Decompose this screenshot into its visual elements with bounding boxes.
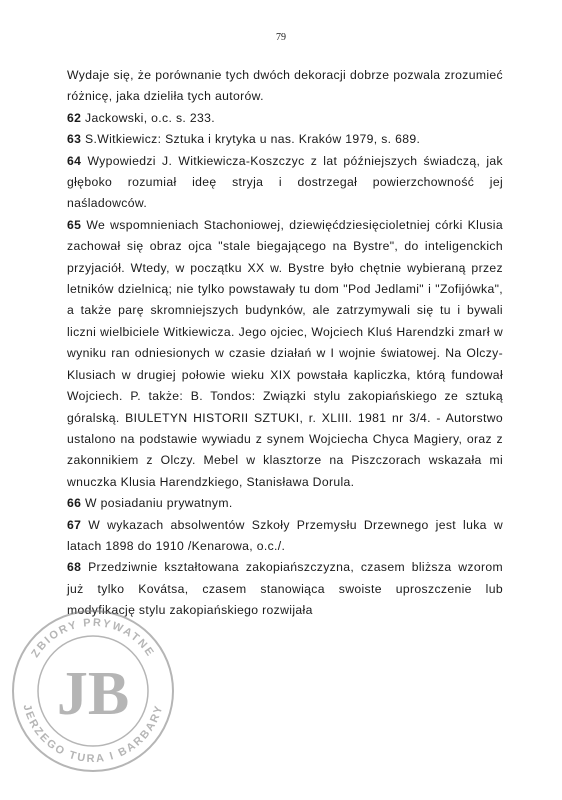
footnote-text: Przedziwnie kształtowana zakopiańszczyzna, czasem bliższa wzorom już tylko Kovátsa, czasem stanowiąca swoiste uproszczenie lub modyfikację stylu zakopiańskiego rozwijała	[67, 560, 503, 618]
footnote-text: W posiadaniu prywatnym.	[85, 496, 233, 511]
footnote-number: 68	[67, 560, 82, 575]
footnote-text: We wspomnieniach Stachoniowej, dziewięćdziesięcioletniej córki Klusia zachował się obraz ojca "stale biegającego na Bystre", do inteligenckich przyjaciół. Wtedy, w początku XX w. Bystre było chętnie wybieraną przez letników dzielnicą; nie tylko powstawały tu dom "Pod Jedlami" i "Zofijówka", a także parę skromniejszych budynków, ale zatrzymywali się tu i bywali liczni wielbiciele Witkiewicza. Jego ojciec, Wojciech Kluś Harendzki zmarł w wyniku ran odniesionych w czasie działań w I wojnie światowej. Na Olczy-Klusiach w drugiej połowie wieku XIX powstała kapliczka, którą fundował Wojciech. P. także: B. Tondos: Związki stylu zakopiańskiego ze sztuką góralską. BIULETYN HISTORII SZTUKI, r. XLIII. 1981 nr 3/4. - Autorstwo ustalono na podstawie wywiadu z synem Wojciecha Chyca Magiery, oraz z zakonnikiem z Olczy. Mebel w klasztorze na Piszczorach wskazała mi wnuczka Klusia Harendzkiego, Stanisława Dorula.	[67, 217, 503, 489]
footnote-text: S.Witkiewicz: Sztuka i krytyka u nas. Kraków 1979, s. 689.	[85, 132, 421, 147]
footnote-text: Jackowski, o.c. s. 233.	[85, 110, 215, 125]
footnote-number: 64	[67, 153, 82, 168]
stamp-ring-text-top: ZBIORY PRYWATNE	[29, 616, 157, 660]
footnote-number: 63	[67, 132, 82, 147]
footnote-65	[67, 215, 503, 493]
page-number: 79	[276, 32, 286, 43]
stamp-monogram: JB	[56, 660, 130, 728]
footnote-62	[67, 108, 503, 129]
footnote-number: 67	[67, 517, 82, 532]
footnote-63	[67, 129, 503, 150]
footnote-text: W wykazach absolwentów Szkoły Przemysłu Drzewnego jest luka w latach 1898 do 1910 /Kenarowa, o.c./.	[67, 517, 503, 553]
footnote-64	[67, 151, 503, 215]
footnote-text: Wypowiedzi J. Witkiewicza-Koszczyc z lat późniejszych świadczą, jak głęboko rozumiał ideę stryja i dostrzegał powierzchowność jej naśladowców.	[67, 153, 503, 211]
stamp-ring-text-bottom: JERZEGO TURA I BARBARY	[20, 702, 166, 766]
paragraph	[67, 65, 503, 108]
body-text	[67, 65, 503, 622]
footnote-67	[67, 515, 503, 558]
library-stamp	[8, 606, 178, 776]
footnote-number: 62	[67, 110, 82, 125]
paragraph-text: Wydaje się, że porównanie tych dwóch dekoracji dobrze pozwala zrozumieć różnicę, jaka dzieliła tych autorów.	[67, 68, 503, 104]
footnote-number: 66	[67, 496, 82, 511]
footnote-number: 65	[67, 217, 82, 232]
footnote-66	[67, 493, 503, 514]
